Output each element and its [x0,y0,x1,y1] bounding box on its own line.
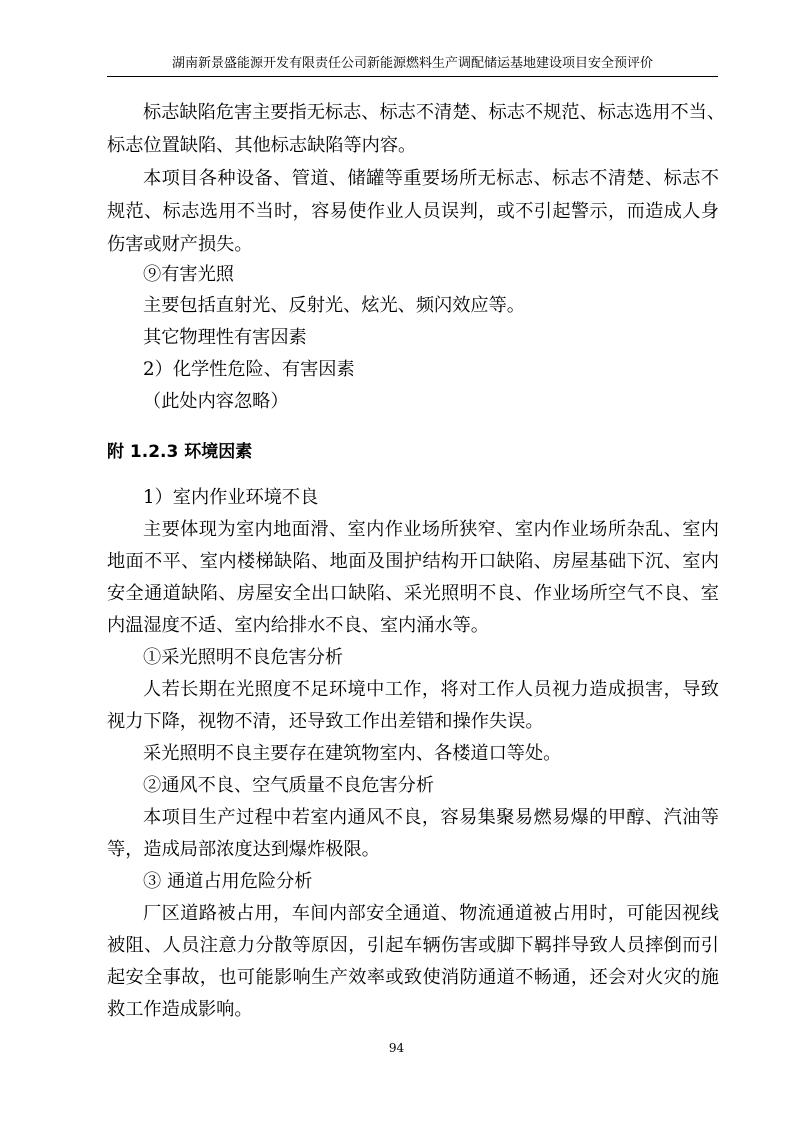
body-line: 其它物理性有害因素 [143,327,307,348]
body-line: 等，造成局部浓度达到爆炸极限。 [107,839,380,860]
body-line: 主要体现为室内地面滑、室内作业场所狭窄、室内作业场所杂乱、室内 [143,519,719,540]
body-line: 主要包括直射光、反射光、炫光、频闪效应等。 [143,295,525,316]
body-line: 标志位置缺陷、其他标志缺陷等内容。 [107,135,417,156]
body-line: 标志缺陷危害主要指无标志、标志不清楚、标志不规范、标志选用不当、 [143,102,726,123]
body-line: 视力下降，视物不清，还导致工作出差错和操作失误。 [107,711,544,732]
list-item-heading: ②通风不良、空气质量不良危害分析 [143,775,435,796]
list-item-heading: ⑨有害光照 [143,264,234,285]
body-line: 采光照明不良主要存在建筑物室内、各楼道口等处。 [143,743,562,764]
body-line: 起安全事故，也可能影响生产效率或致使消防通道不畅通，还会对火灾的施 [107,967,719,988]
body-line: 内温湿度不适、室内给排水不良、室内涌水等。 [107,615,489,636]
body-line: 人若长期在光照度不足环境中工作，将对工作人员视力造成损害，导致 [143,679,719,700]
list-item-heading: ③ 通道占用危险分析 [143,871,313,892]
body-line: 厂区道路被占用，车间内部安全通道、物流通道被占用时，可能因视线 [143,903,719,924]
body-line: 地面不平、室内楼梯缺陷、地面及围护结构开口缺陷、房屋基础下沉、室内 [107,551,719,572]
sub-heading: 2）化学性危险、有害因素 [143,359,355,380]
omitted-note: （此处内容忽略） [143,391,289,412]
body-line: 救工作造成影响。 [107,999,253,1020]
body-line: 本项目生产过程中若室内通风不良，容易集聚易燃易爆的甲醇、汽油等 [143,807,719,828]
body-line: 伤害或财产损失。 [107,234,253,255]
body-line: 规范、标志选用不当时，容易使作业人员误判，或不引起警示，而造成人身 [107,201,719,222]
page-number: 94 [388,1041,405,1055]
sub-heading: 1）室内作业环境不良 [143,487,319,508]
body-line: 安全通道缺陷、房屋安全出口缺陷、采光照明不良、作业场所空气不良、室 [107,583,719,604]
list-item-heading: ①采光照明不良危害分析 [143,647,344,668]
running-header: 湖南新景盛能源开发有限责任公司新能源燃料生产调配储运基地建设项目安全预评价 [107,56,718,77]
body-line: 被阻、人员注意力分散等原因，引起车辆伤害或脚下羁拌导致人员摔倒而引 [107,935,719,956]
section-heading: 附 1.2.3 环境因素 [107,442,253,462]
body-line: 本项目各种设备、管道、储罐等重要场所无标志、标志不清楚、标志不 [143,168,719,189]
